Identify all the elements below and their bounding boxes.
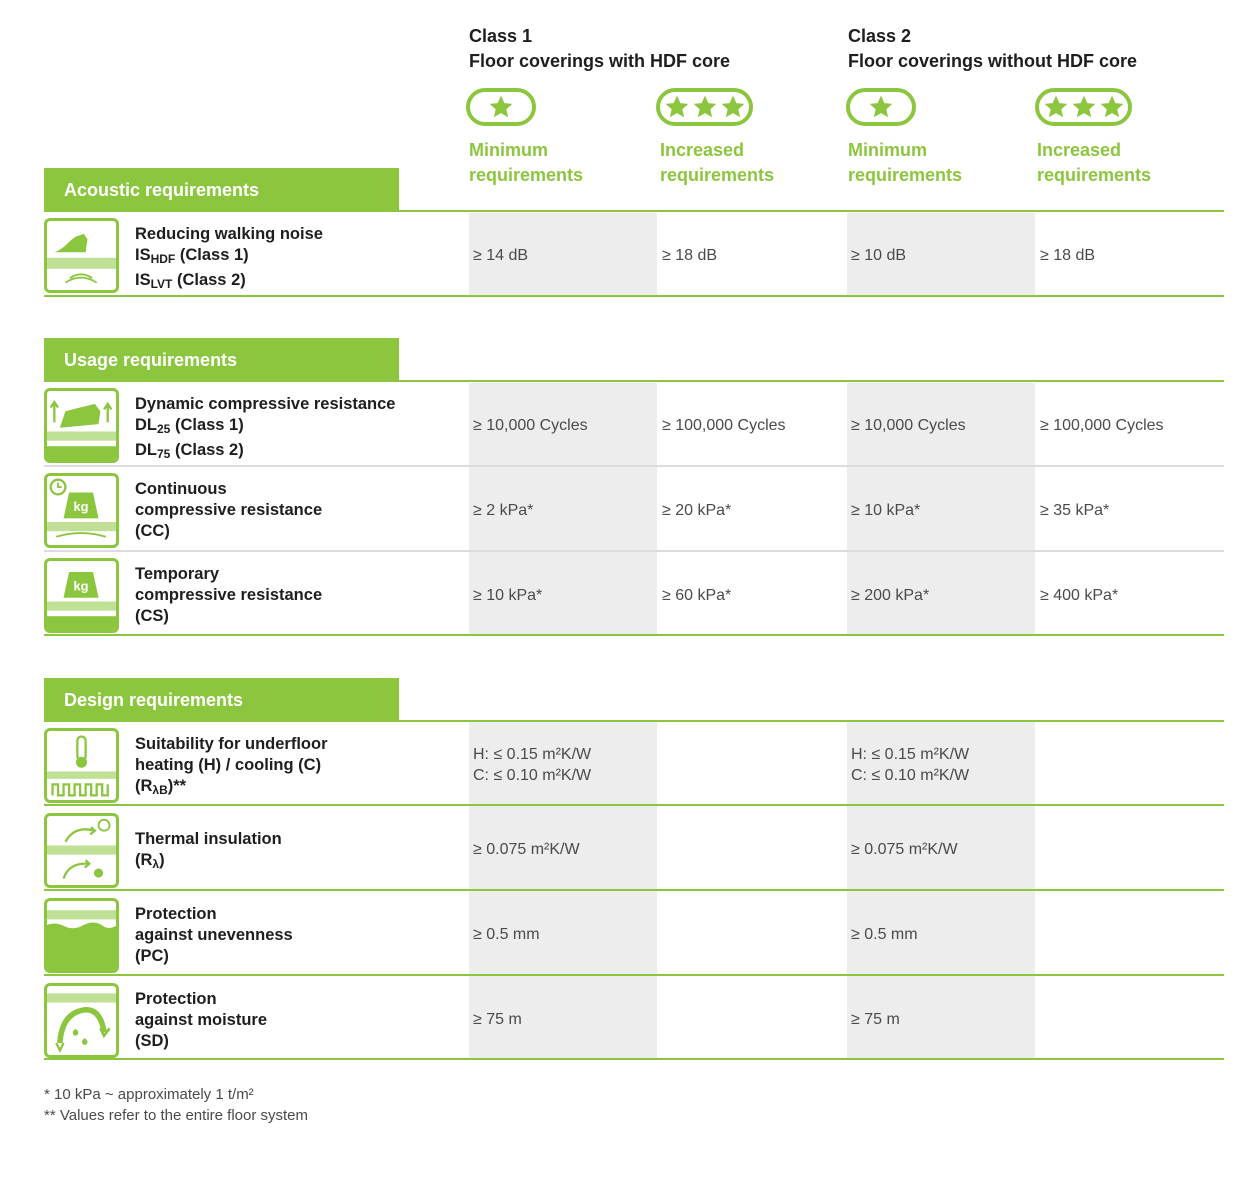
temporary-label bbox=[135, 564, 455, 627]
thermal-label bbox=[135, 829, 455, 875]
class2-subtitle: Floor coverings without HDF core bbox=[848, 51, 1138, 71]
label-line: Protection bbox=[135, 990, 217, 1008]
label-part: IS bbox=[135, 246, 151, 264]
one-star-badge bbox=[466, 88, 536, 126]
star-icon bbox=[1043, 94, 1069, 120]
star-icon bbox=[1071, 94, 1097, 120]
value-cell: ≥ 18 dB bbox=[1040, 247, 1096, 264]
star-icon bbox=[488, 94, 514, 120]
walking-noise-label bbox=[135, 224, 455, 295]
label-line: Temporary bbox=[135, 565, 220, 583]
footnote: ** Values refer to the entire floor system bbox=[44, 1107, 309, 1124]
column-label-4 bbox=[1037, 138, 1151, 188]
row-divider bbox=[44, 804, 1224, 806]
svg-text:kg: kg bbox=[73, 578, 89, 594]
column-label-2 bbox=[660, 138, 774, 188]
row-divider bbox=[44, 889, 1224, 891]
column-label-line: requirements bbox=[848, 165, 963, 185]
row-divider bbox=[44, 1058, 1224, 1060]
label-line: compressive resistance bbox=[135, 586, 323, 604]
label-subscript: LVT bbox=[150, 277, 173, 291]
label-subscript: λB bbox=[152, 783, 168, 797]
label-part: (Class 1) bbox=[175, 246, 249, 264]
weight-clock-icon bbox=[44, 473, 119, 548]
label-part: (Class 2) bbox=[170, 441, 244, 459]
value-cell: ≥ 75 m bbox=[473, 1011, 522, 1028]
class1-header bbox=[469, 24, 730, 74]
heating-value: H: ≤ 0.15 m²K/W bbox=[851, 746, 970, 763]
unevenness-label bbox=[135, 904, 455, 967]
value-cell: ≥ 20 kPa* bbox=[662, 502, 732, 519]
section-divider bbox=[44, 380, 1224, 382]
column-label-line: requirements bbox=[469, 165, 584, 185]
value-cell: ≥ 18 dB bbox=[662, 247, 718, 264]
svg-text:kg: kg bbox=[73, 498, 89, 514]
value-cell bbox=[473, 744, 591, 786]
heel-noise-icon bbox=[44, 218, 119, 293]
label-part: DL bbox=[135, 416, 157, 434]
value-cell: ≥ 0.075 m²K/W bbox=[473, 841, 580, 858]
section-divider bbox=[44, 720, 1224, 722]
value-cell: ≥ 10 kPa* bbox=[473, 587, 543, 604]
label-line bbox=[135, 440, 455, 465]
usage-section-header: Usage requirements bbox=[44, 338, 399, 382]
label-part: (R bbox=[135, 777, 153, 795]
column-label-line: Increased bbox=[1037, 140, 1122, 160]
label-line bbox=[135, 776, 455, 801]
row-divider bbox=[44, 550, 1224, 552]
value-cell: ≥ 100,000 Cycles bbox=[662, 417, 786, 434]
label-part: DL bbox=[135, 441, 157, 459]
label-line bbox=[135, 270, 455, 295]
column-label-line: Increased bbox=[660, 140, 745, 160]
cooling-value: C: ≤ 0.10 m²K/W bbox=[851, 767, 970, 784]
value-cell: ≥ 100,000 Cycles bbox=[1040, 417, 1164, 434]
three-star-badge bbox=[656, 88, 753, 126]
weight-icon bbox=[44, 558, 119, 633]
one-star-badge bbox=[846, 88, 916, 126]
label-subscript: 25 bbox=[157, 422, 171, 436]
label-part: ) bbox=[159, 851, 165, 869]
label-line: Reducing walking noise bbox=[135, 225, 323, 243]
label-part: (R bbox=[135, 851, 153, 869]
three-star-badge bbox=[1035, 88, 1132, 126]
continuous-label bbox=[135, 479, 455, 542]
value-cell: ≥ 14 dB bbox=[473, 247, 529, 264]
value-cell: ≥ 60 kPa* bbox=[662, 587, 732, 604]
value-cell: ≥ 75 m bbox=[851, 1011, 900, 1028]
moisture-icon bbox=[44, 983, 119, 1058]
footnote: * 10 kPa ~ approximately 1 t/m² bbox=[44, 1086, 254, 1103]
label-part: IS bbox=[135, 271, 151, 289]
label-line: (SD) bbox=[135, 1032, 169, 1050]
thermal-insulation-icon bbox=[44, 813, 119, 888]
value-cell: ≥ 10 kPa* bbox=[851, 502, 921, 519]
value-cell: ≥ 200 kPa* bbox=[851, 587, 930, 604]
label-line: compressive resistance bbox=[135, 501, 323, 519]
class1-title: Class 1 bbox=[469, 26, 533, 46]
label-subscript: λ bbox=[152, 857, 160, 871]
acoustic-section-header: Acoustic requirements bbox=[44, 168, 399, 212]
column-label-1 bbox=[469, 138, 583, 188]
unevenness-icon bbox=[44, 898, 119, 973]
class2-title: Class 2 bbox=[848, 26, 912, 46]
label-part: (Class 1) bbox=[170, 416, 244, 434]
value-cell: ≥ 10,000 Cycles bbox=[473, 417, 588, 434]
label-line bbox=[135, 245, 455, 270]
label-line: Dynamic compressive resistance bbox=[135, 395, 396, 413]
value-cell: ≥ 400 kPa* bbox=[1040, 587, 1119, 604]
label-line: Suitability for underfloor bbox=[135, 735, 328, 753]
column-label-3 bbox=[848, 138, 962, 188]
shoe-load-icon bbox=[44, 388, 119, 463]
value-cell: ≥ 0.075 m²K/W bbox=[851, 841, 958, 858]
section-divider bbox=[44, 210, 1224, 212]
star-icon bbox=[720, 94, 746, 120]
row-divider bbox=[44, 295, 1224, 297]
dynamic-label bbox=[135, 394, 455, 465]
row-divider bbox=[44, 634, 1224, 636]
label-line: (CS) bbox=[135, 607, 169, 625]
cooling-value: C: ≤ 0.10 m²K/W bbox=[473, 767, 592, 784]
thermometer-heating-icon bbox=[44, 728, 119, 803]
column-label-line: Minimum bbox=[848, 140, 927, 160]
column-label-line: requirements bbox=[660, 165, 775, 185]
label-line: Thermal insulation bbox=[135, 830, 282, 848]
star-icon bbox=[664, 94, 690, 120]
label-line: Continuous bbox=[135, 480, 227, 498]
value-cell: ≥ 2 kPa* bbox=[473, 502, 534, 519]
heating-value: H: ≤ 0.15 m²K/W bbox=[473, 746, 592, 763]
moisture-label bbox=[135, 989, 455, 1052]
row-divider bbox=[44, 465, 1224, 467]
column-label-line: Minimum bbox=[469, 140, 548, 160]
star-icon bbox=[1099, 94, 1125, 120]
star-icon bbox=[868, 94, 894, 120]
value-cell: ≥ 0.5 mm bbox=[851, 926, 918, 943]
label-line: Protection bbox=[135, 905, 217, 923]
underfloor-label bbox=[135, 734, 455, 801]
value-cell: ≥ 35 kPa* bbox=[1040, 502, 1110, 519]
value-cell: ≥ 10,000 Cycles bbox=[851, 417, 966, 434]
column-label-line: requirements bbox=[1037, 165, 1152, 185]
label-line: heating (H) / cooling (C) bbox=[135, 756, 322, 774]
label-line bbox=[135, 415, 455, 440]
value-cell: ≥ 0.5 mm bbox=[473, 926, 540, 943]
label-line: (CC) bbox=[135, 522, 170, 540]
row-divider bbox=[44, 974, 1224, 976]
label-line: against unevenness bbox=[135, 926, 293, 944]
class2-header bbox=[848, 24, 1137, 74]
label-line: against moisture bbox=[135, 1011, 268, 1029]
label-part: (Class 2) bbox=[172, 271, 246, 289]
label-line: (PC) bbox=[135, 947, 169, 965]
label-subscript: HDF bbox=[150, 252, 176, 266]
label-part: )** bbox=[167, 777, 187, 795]
value-cell bbox=[851, 744, 969, 786]
label-line bbox=[135, 850, 455, 875]
value-cell: ≥ 10 dB bbox=[851, 247, 907, 264]
label-subscript: 75 bbox=[157, 447, 171, 461]
class1-subtitle: Floor coverings with HDF core bbox=[469, 51, 731, 71]
star-icon bbox=[692, 94, 718, 120]
design-section-header: Design requirements bbox=[44, 678, 399, 722]
